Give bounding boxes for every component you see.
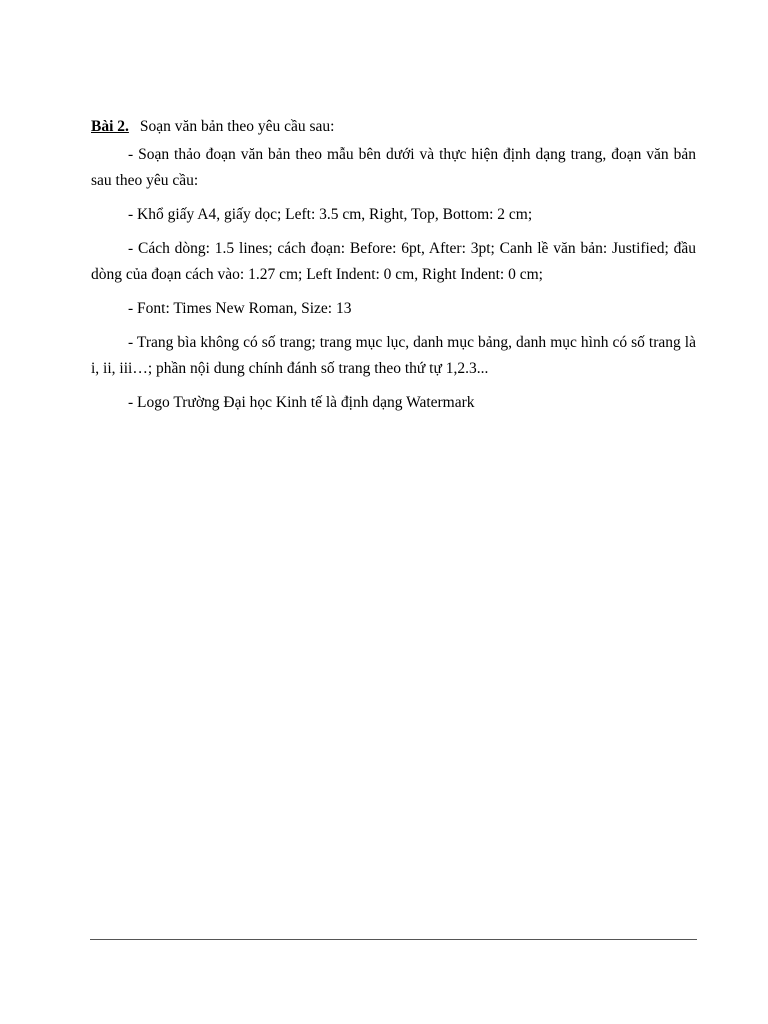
exercise-heading [91, 116, 696, 138]
document-body [91, 116, 696, 416]
paragraph-font: - Font: Times New Roman, Size: 13 [128, 300, 352, 317]
paragraph-paper-size: - Khổ giấy A4, giấy dọc; Left: 3.5 cm, Right, Top, Bottom: 2 cm; [128, 206, 533, 223]
paragraph-page-numbering: - Trang bìa không có số trang; trang mục lục, danh mục bảng, danh mục hình có số trang là i, ii, iii…; phần nội dung chính đánh số trang theo thứ tự 1,2.3... [91, 334, 696, 377]
exercise-label: Bài 2. [91, 118, 129, 135]
footer-divider [90, 939, 697, 940]
exercise-title: Soạn văn bản theo yêu cầu sau: [139, 118, 335, 135]
paragraph-instruction: - Soạn thảo đoạn văn bản theo mẫu bên dưới và thực hiện định dạng trang, đoạn văn bản sau theo yêu cầu: [91, 146, 696, 189]
paragraph-spacing: - Cách dòng: 1.5 lines; cách đoạn: Before: 6pt, After: 3pt; Canh lề văn bản: Justified; đầu dòng của đoạn cách vào: 1.27 cm; Left Indent: 0 cm, Right Indent: 0 cm; [91, 240, 696, 283]
paragraph-watermark: - Logo Trường Đại học Kinh tế là định dạng Watermark [128, 394, 475, 411]
